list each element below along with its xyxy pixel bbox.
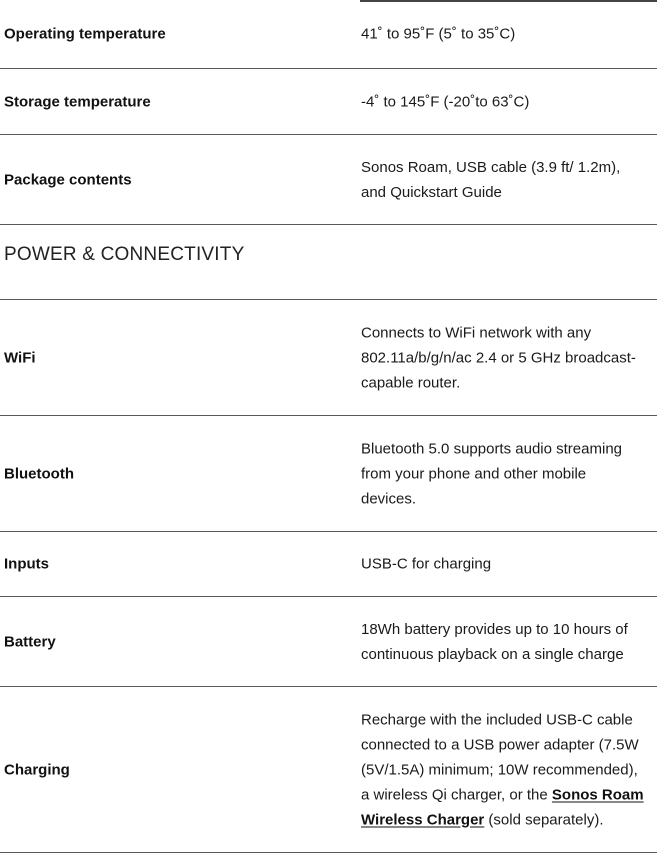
sonos-roam-wireless-charger-link[interactable]: Sonos Roam xyxy=(551,786,644,803)
spec-value-line: Connects to WiFi network with any xyxy=(361,324,592,341)
spec-value-line xyxy=(361,782,661,807)
spec-value-line: continuous playback on a single charge xyxy=(361,645,624,663)
spec-value-line: Recharge with the included USB-C cable xyxy=(361,711,633,728)
spec-value xyxy=(361,436,661,511)
spec-row-battery xyxy=(0,597,657,687)
spec-value-line: capable router. xyxy=(361,374,461,391)
spec-value xyxy=(361,320,661,395)
spec-label: WiFi xyxy=(4,349,36,366)
spec-value: USB-C for charging xyxy=(361,555,492,573)
spec-label: Operating temperature xyxy=(4,25,166,43)
section-power-connectivity xyxy=(0,225,657,300)
sonos-roam-wireless-charger-link-cont[interactable]: Wireless Charger xyxy=(361,811,485,828)
charging-line5-suffix: (sold separately). xyxy=(484,811,604,828)
spec-row-wifi xyxy=(0,300,657,416)
spec-value xyxy=(361,155,661,205)
spec-value-line: Bluetooth 5.0 supports audio streaming xyxy=(361,440,622,457)
spec-row-operating-temperature xyxy=(0,0,657,69)
spec-label: Battery xyxy=(4,633,56,650)
spec-value-line: devices. xyxy=(361,490,417,507)
spec-value-line: (5V/1.5A) minimum; 10W recommended), xyxy=(361,761,638,778)
charging-line4-prefix: a wireless Qi charger, or the xyxy=(361,786,552,803)
spec-row-storage-temperature xyxy=(0,69,657,135)
spec-label: Charging xyxy=(4,761,70,778)
spec-value xyxy=(361,617,661,667)
spec-label: Storage temperature xyxy=(4,93,151,110)
spec-value-line: Sonos Roam, USB cable (3.9 ft/ 1.2m), xyxy=(361,158,621,176)
spec-value-line: 18Wh battery provides up to 10 hours of xyxy=(361,620,628,638)
spec-value-line xyxy=(361,807,661,832)
spec-row-bluetooth xyxy=(0,416,657,532)
section-heading: POWER & CONNECTIVITY xyxy=(4,244,245,265)
spec-row-inputs xyxy=(0,532,657,597)
spec-label: Bluetooth xyxy=(4,465,74,482)
spec-label: Inputs xyxy=(4,555,49,573)
spec-row-charging xyxy=(0,687,657,853)
spec-value: -4˚ to 145˚F (-20˚to 63˚C) xyxy=(361,93,530,110)
spec-label: Package contents xyxy=(4,171,132,188)
spec-value-line: from your phone and other mobile xyxy=(361,465,587,482)
spec-value-line: connected to a USB power adapter (7.5W xyxy=(361,736,639,753)
spec-value-line: 802.11a/b/g/n/ac 2.4 or 5 GHz broadcast- xyxy=(361,349,636,366)
spec-value xyxy=(361,707,661,832)
spec-value: 41˚ to 95˚F (5˚ to 35˚C) xyxy=(361,25,516,43)
spec-row-package-contents xyxy=(0,135,657,225)
spec-value-line: and Quickstart Guide xyxy=(361,183,502,201)
